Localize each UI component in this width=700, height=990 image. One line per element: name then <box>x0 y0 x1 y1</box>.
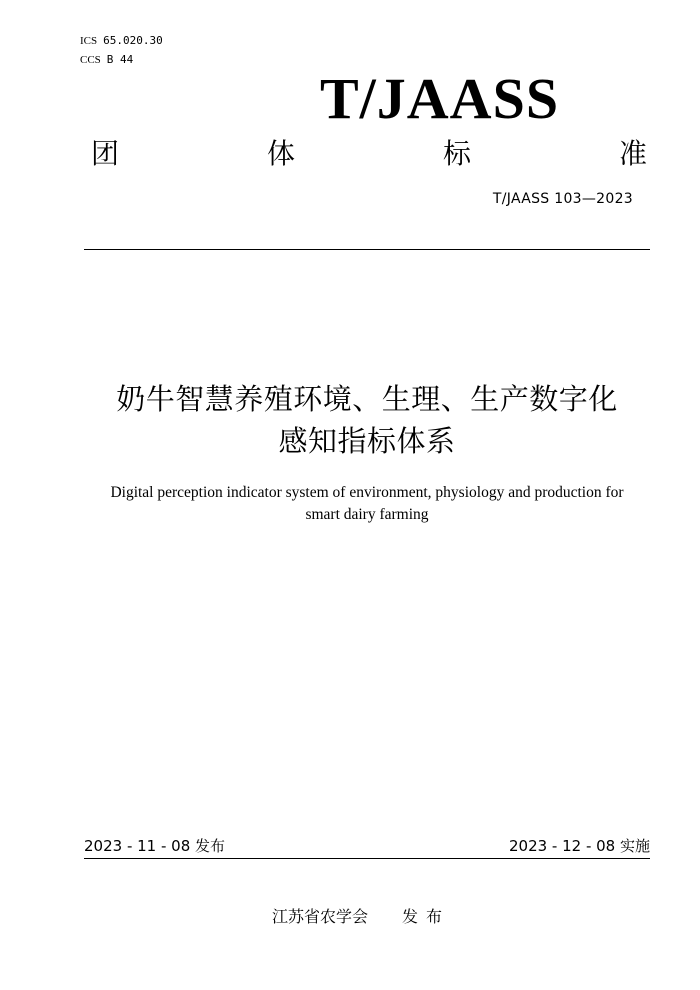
standard-number: T/JAASS 103—2023 <box>492 191 633 207</box>
ics-classification <box>80 34 163 47</box>
chinese-title <box>0 378 700 462</box>
issue-date: 2023 - 11 - 08 发布 <box>84 837 226 855</box>
standard-type-char: 标 <box>442 137 471 170</box>
ics-code: 65.020.30 <box>103 34 163 47</box>
ccs-code: B 44 <box>106 53 134 66</box>
implementation-date: 2023 - 12 - 08 实施 <box>508 837 650 855</box>
chinese-title-line: 奶牛智慧养殖环境、生理、生产数字化 <box>116 382 618 416</box>
footer-divider <box>84 858 650 859</box>
ccs-classification <box>80 53 133 66</box>
english-title-line: smart dairy farming <box>305 506 429 523</box>
ics-label: ICS <box>80 35 98 47</box>
standard-type-char: 准 <box>618 137 647 170</box>
standard-type-heading <box>91 136 647 172</box>
english-title-line: Digital perception indicator system of environment, physiology and production for <box>110 484 624 501</box>
standard-type-char: 体 <box>266 137 295 170</box>
publisher-action: 发布 <box>402 907 451 926</box>
standard-type-char: 团 <box>91 137 120 170</box>
publisher-name: 江苏省农学会 <box>272 907 369 926</box>
ccs-label: CCS <box>80 54 101 66</box>
chinese-title-line: 感知指标体系 <box>278 424 456 458</box>
series-logo: T/JAASS <box>320 66 560 131</box>
publisher-line <box>272 904 450 927</box>
english-title <box>60 482 674 526</box>
header-divider <box>84 249 650 250</box>
